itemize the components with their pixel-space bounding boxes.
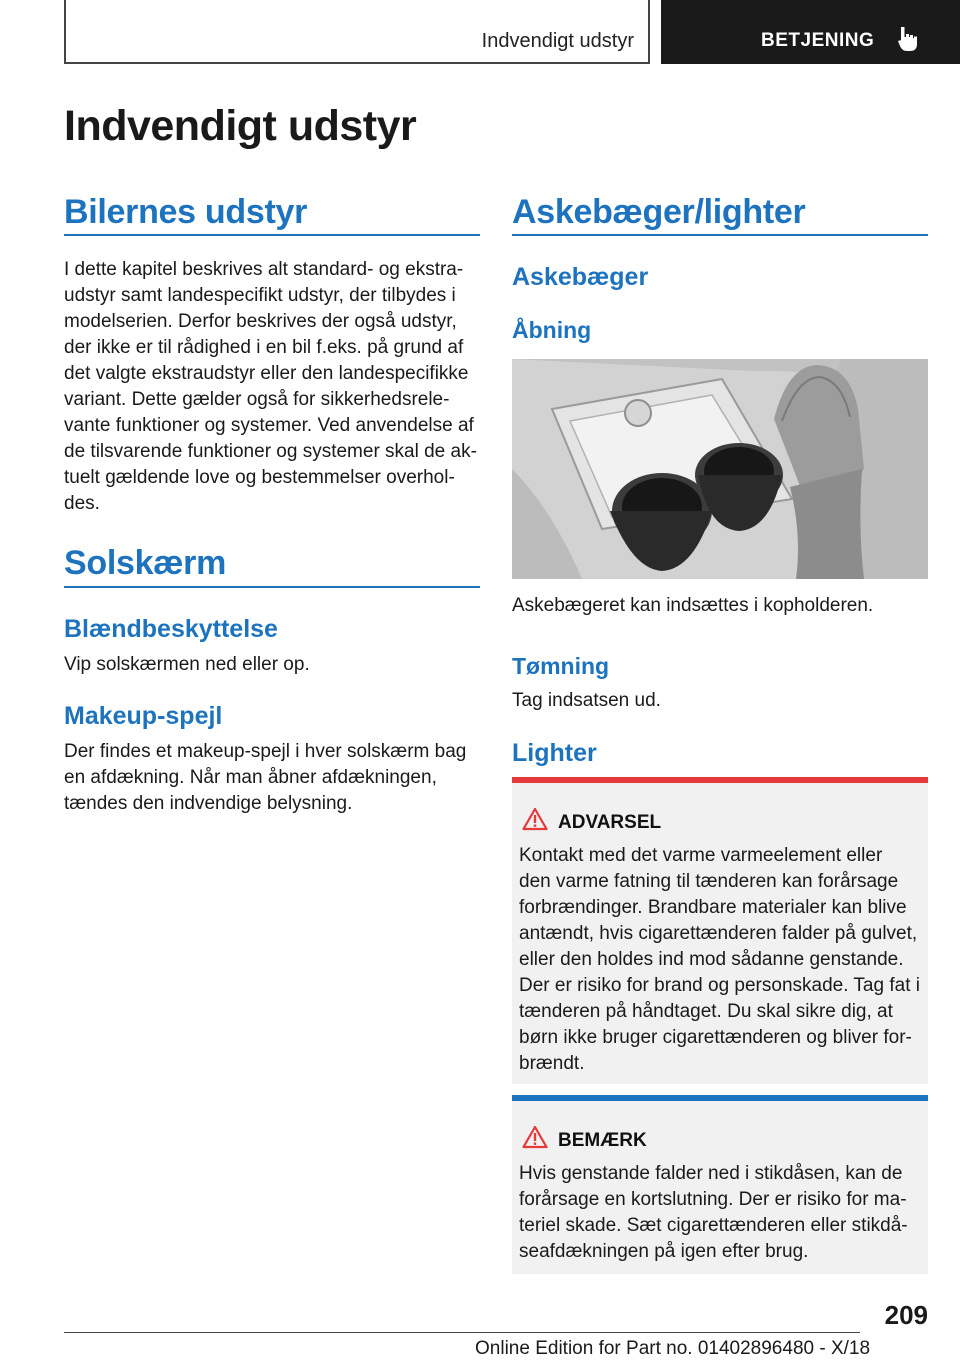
footer-rule [64,1332,860,1333]
text-line: det valgte ekstraudstyr eller den landespecifikke [64,363,469,384]
glare-text: Vip solskærmen ned eller op. [64,654,310,675]
pointing-hand-icon [897,26,921,52]
heading-emptying: Tømning [512,653,610,679]
heading-glare-protection: Blændbeskyttelse [64,615,278,643]
header-chapter-label: BETJENING [761,30,875,51]
text-line: brændt. [519,1053,585,1074]
emptying-text: Tag indsatsen ud. [512,690,661,711]
text-line: eller den holdes ind mod sådanne genstande. [519,949,904,970]
text-line: modelserien. Derfor beskrives der også udstyr, [64,311,457,332]
equipment-paragraph [64,257,477,517]
heading-rule [64,586,480,588]
text-line: forbrændinger. Brandbare materialer kan blive [519,897,907,918]
text-line: tuelt gældende love og bestemmelser overhol- [64,467,455,488]
heading-ashtray: Askebæger [512,263,649,291]
text-line: tænderen på håndtaget. Du skal sikre dig, at [519,1001,893,1022]
warning-box [512,777,928,1084]
note-text [519,1161,922,1265]
text-line: Hvis genstande falder ned i stikdåsen, kan de [519,1163,903,1184]
text-line: Der findes et makeup-spejl i hver solskærm bag [64,741,467,762]
warning-title: ADVARSEL [558,812,662,833]
photo-caption: Askebægeret kan indsættes i kopholderen. [512,595,874,616]
mirror-paragraph [64,739,466,817]
text-line: Kontakt med det varme varmeelement eller [519,845,883,866]
warning-triangle-icon [522,807,548,831]
text-line: seafdækningen på igen efter brug. [519,1241,809,1262]
text-line: vante funktioner og systemer. Ved anvendelse af [64,415,474,436]
text-line: udstyr samt landespecifikt udstyr, der tilbydes i [64,285,456,306]
heading-ashtray-lighter: Askebæger/lighter [512,193,806,231]
note-title: BEMÆRK [558,1130,647,1151]
text-line: Der er risiko for brand og personskade. Tag fat i [519,975,920,996]
header-chapter-tab [661,0,960,64]
note-box [512,1095,928,1274]
text-line: de tilsvarende funktioner og systemer skal de ak- [64,441,477,462]
heading-rule [512,234,928,236]
text-line: antændt, hvis cigarettænderen falder på gulvet, [519,923,918,944]
text-line: en afdækning. Når man åbner afdækningen, [64,767,437,788]
page-number: 209 [884,1300,928,1330]
warning-triangle-icon [522,1125,548,1149]
text-line: der ikke er til rådighed i en bil f.eks. på grund af [64,337,464,358]
text-line: teriel skade. Sæt cigarettænderen eller stikdå- [519,1215,908,1236]
text-line: den varme fatning til tænderen kan forårsage [519,871,899,892]
warning-text [519,843,922,1077]
ashtray-photo [512,359,928,579]
text-line: børn ikke bruger cigarettænderen og bliver for- [519,1027,912,1048]
text-line: variant. Dette gælder også for sikkerhedsrele- [64,389,450,410]
page-title: Indvendigt udstyr [64,102,417,150]
heading-makeup-mirror: Makeup-spejl [64,702,223,730]
heading-lighter: Lighter [512,739,597,767]
heading-equipment: Bilernes udstyr [64,193,308,231]
text-line: forårsage en kortslutning. Der er risiko for ma- [519,1189,907,1210]
header-section-box [64,0,650,64]
text-line: I dette kapitel beskrives alt standard- og ekstra- [64,259,464,280]
footer-edition: Online Edition for Part no. 01402896480 - X/18 [475,1338,871,1359]
header-section-title: Indvendigt udstyr [481,30,634,52]
heading-rule [64,234,480,236]
text-line: tændes den indvendige belysning. [64,793,353,814]
heading-opening: Åbning [512,317,592,343]
text-line: des. [64,493,100,514]
heading-sunvisor: Solskærm [64,544,227,582]
